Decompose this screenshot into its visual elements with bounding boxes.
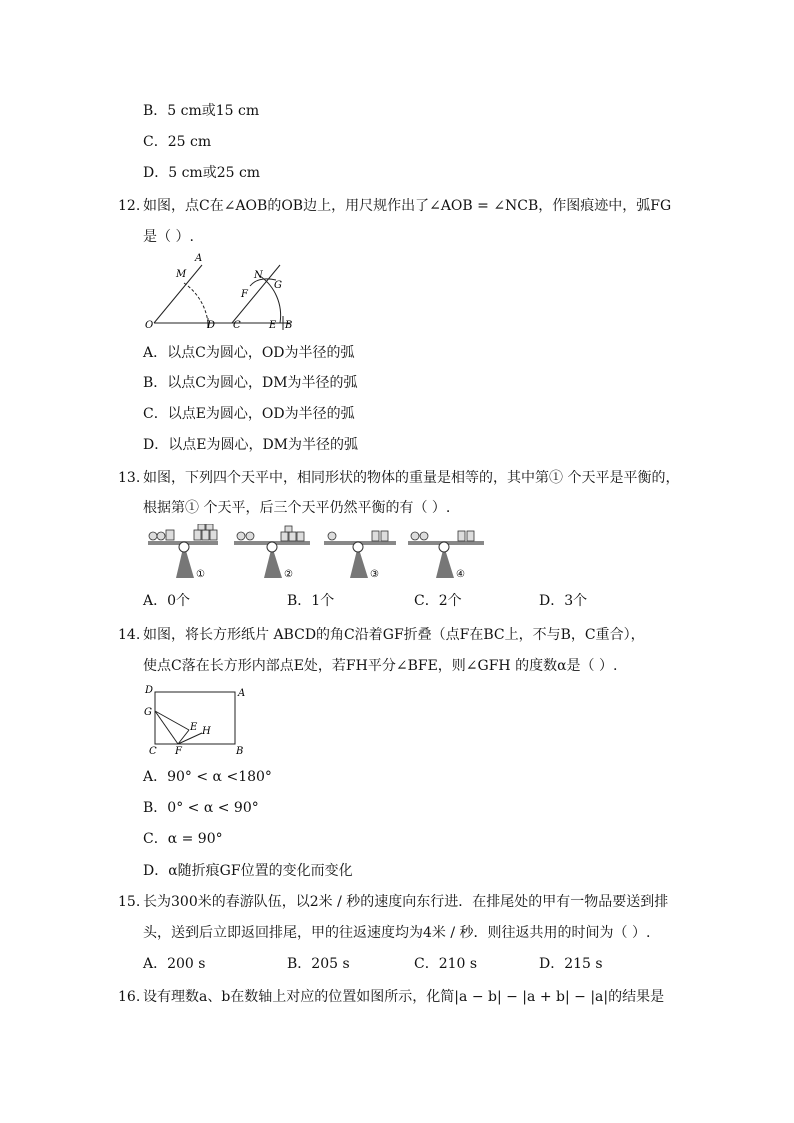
q12-text-line1: 如图，点C在∠AOB的OB边上，用尺规作出了∠AOB = ∠NCB，作图痕迹中，弧FG: [143, 198, 672, 214]
q15-text-line2: 头，送到后立即返回排尾，甲的往返速度均为4米 / 秒．则往返共用的时间为（ ）.: [143, 925, 651, 941]
q12-label-f: F: [241, 289, 248, 300]
q13-number: 13.: [118, 470, 141, 486]
q12-option-d: D．以点E为圆心，DM为半径的弧: [143, 437, 359, 453]
q15-number: 15.: [118, 894, 141, 910]
q12-arc-md: [184, 283, 208, 323]
q14-label-c: C: [149, 746, 157, 757]
q12-label-m: M: [176, 269, 187, 280]
q13-scale-4-label: ④: [456, 569, 465, 580]
q11-option-d: D．5 cm或25 cm: [143, 165, 261, 181]
q13-option-b: B．1个: [287, 593, 335, 609]
q14-label-g: G: [144, 707, 152, 718]
q12-label-a: A: [195, 253, 203, 264]
q14-option-b: B．0° < α < 90°: [143, 800, 259, 816]
q14-label-h: H: [202, 726, 211, 737]
q12-label-e: E: [269, 320, 277, 331]
q12-label-o: O: [145, 320, 154, 331]
q13-option-c: C．2个: [414, 593, 462, 609]
q13-option-a: A．0个: [143, 593, 191, 609]
q16-number: 16.: [118, 989, 141, 1005]
q12-figure: [140, 250, 300, 335]
q13-scale-4: [408, 531, 484, 580]
q12-label-c: C: [233, 320, 241, 331]
q14-text-line2: 使点C落在长方形内部点E处，若FH平分∠BFE，则∠GFH 的度数α是（ ）.: [143, 658, 618, 674]
q14-line-fh: [178, 733, 202, 744]
q15-option-a: A．200 s: [143, 956, 206, 972]
q12-label-g: G: [274, 280, 282, 291]
q13-scale-2: [234, 526, 310, 580]
q13-scale-1: [148, 524, 218, 580]
q13-scale-2-label: ②: [284, 569, 293, 580]
q12-option-b: B．以点C为圆心，DM为半径的弧: [143, 375, 358, 391]
q14-label-e: E: [190, 722, 198, 733]
q13-figure: [144, 524, 488, 584]
q14-label-a: A: [238, 688, 246, 699]
q16-text-line1: 设有理数a、b在数轴上对应的位置如图所示，化简|a − b| − |a + b| − |a|的结果是: [143, 989, 665, 1005]
q12-number: 12.: [118, 198, 141, 214]
q14-option-c: C．α = 90°: [143, 831, 223, 847]
q12-option-a: A．以点C为圆心，OD为半径的弧: [143, 345, 355, 361]
q15-option-d: D．215 s: [539, 956, 603, 972]
q15-option-c: C．210 s: [414, 956, 478, 972]
q15-text-line1: 长为300米的春游队伍，以2米 / 秒的速度向东行进．在排尾处的甲有一物品要送到排: [143, 894, 669, 910]
q12-label-b: B: [285, 320, 293, 331]
q13-option-d: D．3个: [539, 593, 588, 609]
q12-option-c: C．以点E为圆心，OD为半径的弧: [143, 406, 355, 422]
q14-label-b: B: [236, 746, 244, 757]
q14-label-f: F: [175, 746, 182, 757]
q14-option-d: D．α随折痕GF位置的变化而变化: [143, 863, 353, 879]
q11-option-b: B．5 cm或15 cm: [143, 103, 260, 119]
q14-line-ge: [155, 711, 189, 730]
q14-option-a: A．90° < α <180°: [143, 769, 272, 785]
q13-scale-1-label: ①: [196, 569, 205, 580]
q14-number: 14.: [118, 627, 141, 643]
q11-option-c: C．25 cm: [143, 134, 212, 150]
q14-figure: [140, 682, 250, 758]
q14-crease-gf: [155, 711, 178, 744]
q12-label-d: D: [207, 320, 216, 331]
q13-scale-3: [324, 531, 396, 580]
q14-text-line1: 如图，将长方形纸片 ABCD的角C沿着GF折叠（点F在BC上，不与B，C重合），: [143, 627, 645, 643]
q13-scale-3-label: ③: [370, 569, 379, 580]
q12-label-n: N: [254, 270, 263, 281]
q14-label-d: D: [145, 685, 154, 696]
q13-text-line1: 如图，下列四个天平中，相同形状的物体的重量是相等的，其中第① 个天平是平衡的，: [143, 470, 680, 486]
q13-text-line2: 根据第① 个天平，后三个天平仍然平衡的有（ ）.: [143, 500, 451, 516]
q15-option-b: B．205 s: [287, 956, 350, 972]
q12-text-line2: 是（ ）.: [143, 229, 194, 245]
